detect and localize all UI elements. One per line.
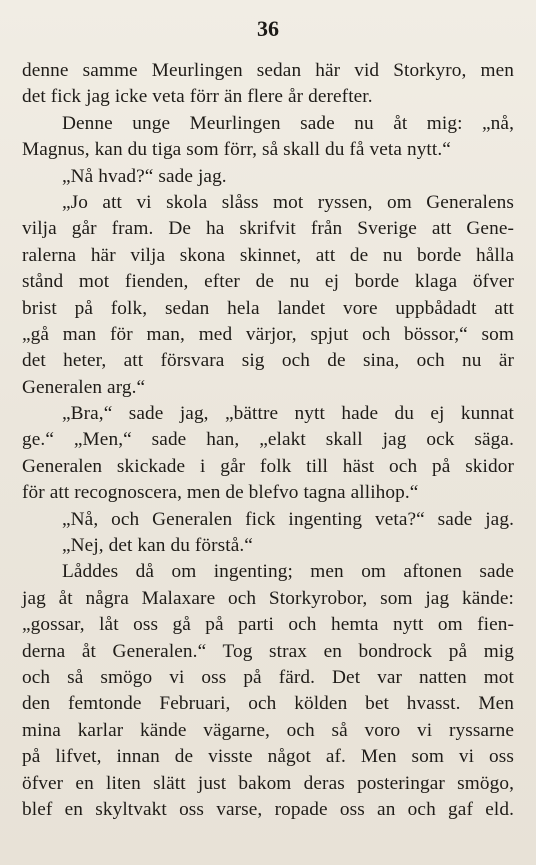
text-line: „Jo att vi skola slåss mot ryssen, om Generalens [62,191,514,213]
text-line: ge.“ „Men,“ sade han, „elakt skall jag ock säga. [22,429,514,451]
text-line: Låddes då om ingenting; men om aftonen sade [62,561,514,583]
text-line: och så smögo vi oss på färd. Det var natten mot [22,666,514,688]
text-line: derna åt Generalen.“ Tog strax en bondrock på mig [22,640,514,662]
text-line: „Nå, och Generalen fick ingenting veta?“ sade jag. [62,508,514,530]
text-line: det heter, att försvara sig och de sina, och nu är [22,350,514,372]
text-line: Magnus, kan du tiga som förr, så skall du få veta nytt.“ [22,139,451,161]
text-line: det fick jag icke veta förr än flere år derefter. [22,86,373,108]
text-line: vilja går fram. De ha skrifvit från Sverige att Gene- [22,218,514,240]
text-line: blef en skyltvakt oss varse, ropade oss an och gaf eld. [22,798,514,820]
page-number: 36 [257,16,279,41]
text-line: „Nå hvad?“ sade jag. [62,165,227,187]
text-line: Denne unge Meurlingen sade nu åt mig: „nå, [62,112,514,134]
text-line: brist på folk, sedan hela landet vore uppbådadt att [22,297,514,319]
body-text [22,58,514,823]
text-line: Generalen skickade i går folk till häst och på skidor [22,455,514,477]
text-line: mina karlar kände vägarne, och så voro vi ryssarne [22,719,514,741]
text-line: den femtonde Februari, och kölden bet hvasst. Men [22,693,514,715]
text-line: denne samme Meurlingen sedan här vid Storkyro, men [22,60,514,81]
text-line: „gå man för man, med värjor, spjut och bössor,“ som [22,323,514,345]
text-line: öfver en liten slätt just bakom deras posteringar smögo, [22,772,514,794]
text-line: Generalen arg.“ [22,376,146,398]
text-line: „Bra,“ sade jag, „bättre nytt hade du ej kunnat [62,403,514,425]
text-line: stånd mot fienden, efter de nu ej borde klaga öfver [22,271,514,293]
text-line: ralerna här vilja skona skinnet, att de nu borde hålla [22,244,514,266]
text-line: „Nej, det kan du förstå.“ [62,535,253,557]
text-line: på lifvet, innan de visste något af. Men som vi oss [22,746,514,768]
text-line: „gossar, låt oss gå på parti och hemta nytt om fien- [22,614,514,636]
text-line: jag åt några Malaxare och Storkyrobor, som jag kände: [22,587,514,609]
text-line: för att recognoscera, men de blefvo tagna allihop.“ [22,482,419,504]
